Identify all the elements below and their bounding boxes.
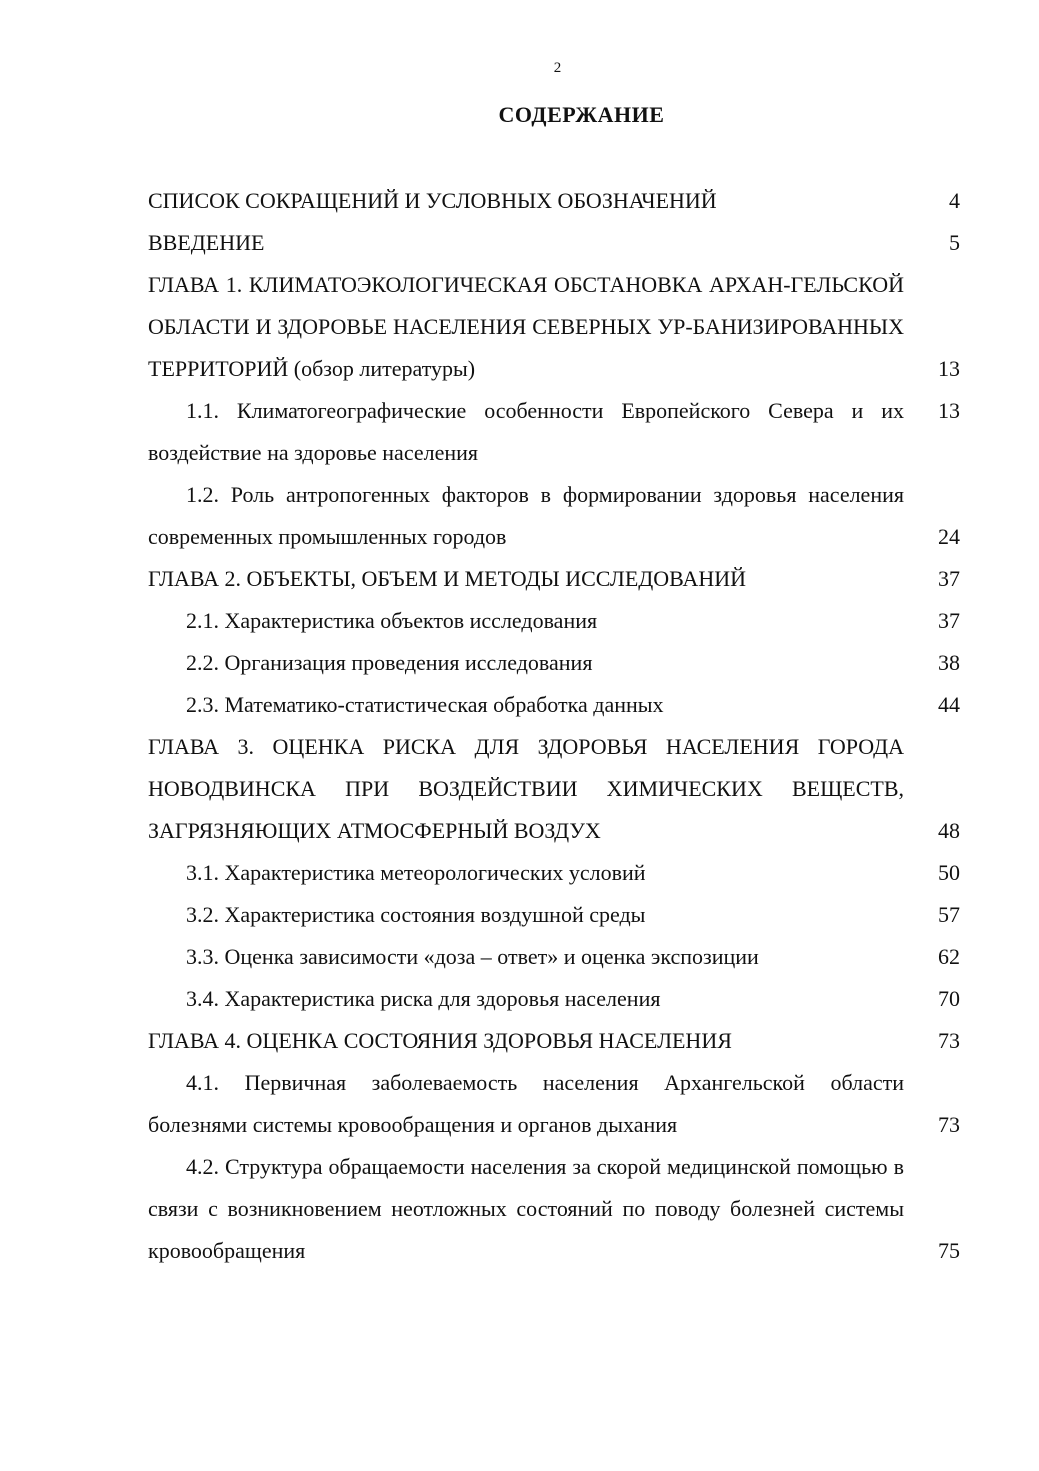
toc-entry-chapter-2[interactable] bbox=[148, 558, 968, 600]
toc-entry-page: 38 bbox=[938, 650, 960, 675]
toc-entry-page: 44 bbox=[938, 692, 960, 717]
toc-entry-text: 3.3. Оценка зависимости «доза – ответ» и оценка экспозиции bbox=[186, 944, 759, 969]
toc-entry-section-4-2[interactable] bbox=[148, 1146, 968, 1272]
toc-entry-chapter-4[interactable] bbox=[148, 1020, 968, 1062]
toc-entry-text: 3.2. Характеристика состояния воздушной среды bbox=[186, 902, 646, 927]
toc-entry-page: 13 bbox=[938, 356, 960, 381]
page-number: 2 bbox=[553, 60, 562, 76]
toc-entry-section-3-1[interactable] bbox=[148, 852, 968, 894]
toc-entry-section-3-4[interactable] bbox=[148, 978, 968, 1020]
toc-entry-page: 24 bbox=[938, 524, 960, 549]
toc-entry-section-4-1[interactable] bbox=[148, 1062, 968, 1146]
toc-entry-page: 13 bbox=[938, 398, 960, 423]
toc-entry-section-3-2[interactable] bbox=[148, 894, 968, 936]
toc-entry-page: 5 bbox=[949, 230, 960, 255]
toc-entry-text: ВВЕДЕНИЕ bbox=[148, 230, 265, 255]
toc-entry-text: 3.1. Характеристика метеорологических условий bbox=[186, 860, 646, 885]
toc-entry-page: 57 bbox=[938, 902, 960, 927]
toc-entry-text: 2.3. Математико-статистическая обработка данных bbox=[186, 692, 664, 717]
toc-entry-section-2-1[interactable] bbox=[148, 600, 968, 642]
toc-entry-text: 4.1. Первичная заболеваемость населения Архангельской области болезнями системы кровообращения и органов дыхания bbox=[148, 1070, 904, 1137]
toc-entry-text: 4.2. Структура обращаемости населения за скорой медицинской помощью в связи с возникновением неотложных состояний по поводу болезней системы кровообращения bbox=[148, 1154, 904, 1263]
toc-entry-page: 75 bbox=[938, 1238, 960, 1263]
toc-entry-chapter-1[interactable] bbox=[148, 264, 968, 390]
toc-entry-text: 1.1. Климатогеографические особенности Европейского Севера и их воздействие на здоровье населения bbox=[148, 398, 904, 465]
toc-entry-text: ГЛАВА 1. КЛИМАТОЭКОЛОГИЧЕСКАЯ ОБСТАНОВКА АРХАН-ГЕЛЬСКОЙ ОБЛАСТИ И ЗДОРОВЬЕ НАСЕЛЕНИЯ СЕВЕРНЫХ УР-БАНИЗИРОВАННЫХ ТЕРРИТОРИЙ (обзор литературы) bbox=[148, 272, 904, 381]
toc-entry-page: 37 bbox=[938, 566, 960, 591]
toc-entry-page: 70 bbox=[938, 986, 960, 1011]
toc-entry-text: ГЛАВА 2. ОБЪЕКТЫ, ОБЪЕМ И МЕТОДЫ ИССЛЕДОВАНИЙ bbox=[148, 566, 747, 591]
toc-entry-text: 1.2. Роль антропогенных факторов в формировании здоровья населения современных промышленных городов bbox=[148, 482, 904, 549]
toc-entry-page: 48 bbox=[938, 818, 960, 843]
toc-title: СОДЕРЖАНИЕ bbox=[498, 102, 665, 127]
toc-entry-page: 50 bbox=[938, 860, 960, 885]
toc-entry-page: 73 bbox=[938, 1112, 960, 1137]
toc-entry-text: СПИСОК СОКРАЩЕНИЙ И УСЛОВНЫХ ОБОЗНАЧЕНИЙ bbox=[148, 188, 717, 213]
toc-entry-section-1-2[interactable] bbox=[148, 474, 968, 558]
toc-entry-chapter-3[interactable] bbox=[148, 726, 968, 852]
toc-entry-section-2-2[interactable] bbox=[148, 642, 968, 684]
toc-entry-page: 73 bbox=[938, 1028, 960, 1053]
toc-entry-text: 2.1. Характеристика объектов исследования bbox=[186, 608, 598, 633]
toc-entry-section-1-1[interactable] bbox=[148, 390, 968, 474]
toc-entry-text: 2.2. Организация проведения исследования bbox=[186, 650, 593, 675]
toc-entry-page: 37 bbox=[938, 608, 960, 633]
toc-entry-introduction[interactable] bbox=[148, 222, 968, 264]
toc-entry-section-3-3[interactable] bbox=[148, 936, 968, 978]
toc-entry-text: ГЛАВА 3. ОЦЕНКА РИСКА ДЛЯ ЗДОРОВЬЯ НАСЕЛЕНИЯ ГОРОДА НОВОДВИНСКА ПРИ ВОЗДЕЙСТВИИ ХИМИЧЕСКИХ ВЕЩЕСТВ, ЗАГРЯЗНЯЮЩИХ АТМОСФЕРНЫЙ ВОЗДУХ bbox=[148, 734, 904, 843]
table-of-contents bbox=[148, 180, 968, 1272]
toc-entry-abbreviations[interactable] bbox=[148, 180, 968, 222]
toc-entry-text: 3.4. Характеристика риска для здоровья населения bbox=[186, 986, 661, 1011]
toc-entry-text: ГЛАВА 4. ОЦЕНКА СОСТОЯНИЯ ЗДОРОВЬЯ НАСЕЛЕНИЯ bbox=[148, 1028, 732, 1053]
toc-entry-section-2-3[interactable] bbox=[148, 684, 968, 726]
toc-entry-page: 62 bbox=[938, 944, 960, 969]
toc-entry-page: 4 bbox=[949, 188, 960, 213]
